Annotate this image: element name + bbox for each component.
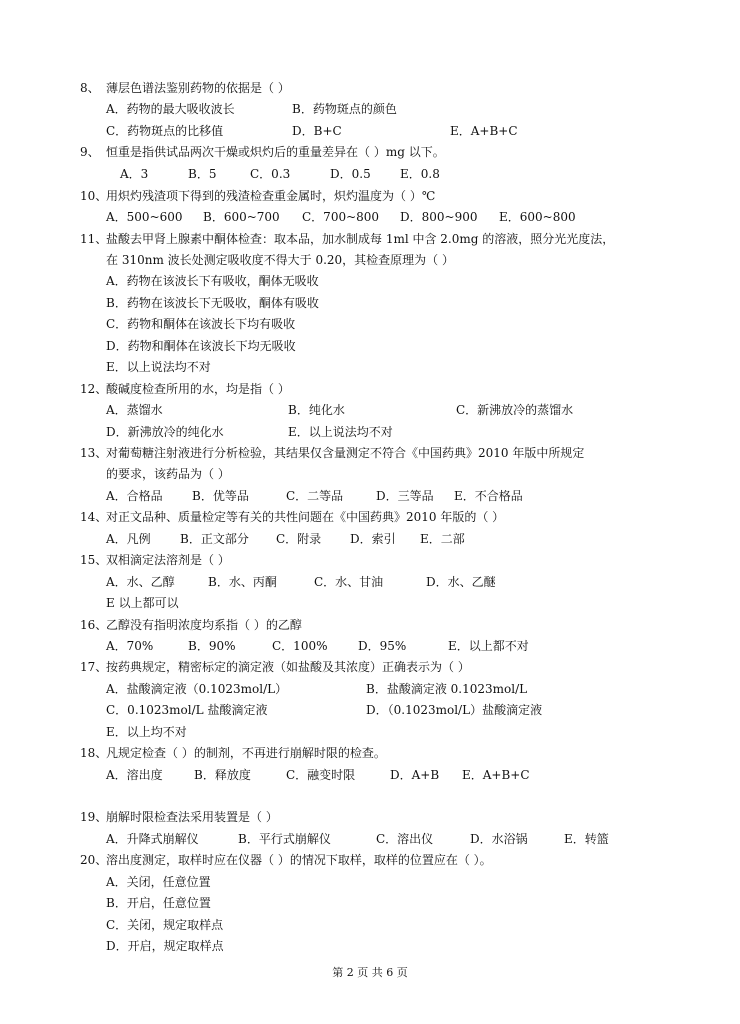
- option-c: C．药物和酮体在该波长下均有吸收: [106, 317, 296, 331]
- question-18: [80, 745, 386, 761]
- option-b: B．90%: [188, 639, 236, 653]
- question-stem: 乙醇没有指明浓度均系指（ ）的乙醇: [106, 618, 302, 632]
- option-b: B．平行式崩解仪: [238, 832, 331, 846]
- option-b: B．正文部分: [180, 532, 249, 546]
- question-12: [80, 381, 290, 397]
- option-b: B．盐酸滴定液 0.1023mol/L: [366, 682, 528, 696]
- option-d: D．A+B: [390, 768, 440, 782]
- question-17: [80, 659, 470, 675]
- question-8: [80, 80, 290, 96]
- option-e: E．A+B+C: [450, 124, 518, 138]
- option-b: B．5: [188, 167, 217, 181]
- option-c: C．100%: [272, 639, 328, 653]
- option-a: A．盐酸滴定液（0.1023mol/L）: [106, 682, 288, 696]
- option-a: A．70%: [106, 639, 154, 653]
- option-a: A．蒸馏水: [106, 403, 163, 417]
- page-footer: 第 2 页 共 6 页: [332, 966, 408, 979]
- option-d: D．800~900: [400, 210, 478, 224]
- option-a: A．水、乙醇: [106, 575, 175, 589]
- option-e: E．二部: [420, 532, 465, 546]
- option-a: A．溶出度: [106, 768, 163, 782]
- question-number: 8、: [80, 81, 100, 95]
- option-b: B．药物斑点的颜色: [292, 102, 397, 116]
- question-stem-continued: 的要求，该药品为（ ）: [106, 467, 230, 481]
- question-10: [80, 188, 435, 204]
- question-number: 10、: [80, 189, 108, 203]
- question-11: [80, 231, 614, 247]
- option-e: E．以上说法均不对: [288, 425, 393, 439]
- option-a: A．关闭，任意位置: [106, 875, 211, 889]
- question-13: [80, 445, 584, 461]
- question-stem: 对正文品种、质量检定等有关的共性问题在《中国药典》2010 年版的（ ）: [106, 510, 505, 524]
- option-e: E．600~800: [499, 210, 576, 224]
- question-stem: 恒重是指供试品两次干燥或炽灼后的重量差异在（ ）mg 以下。: [106, 145, 445, 159]
- question-9: [80, 144, 445, 160]
- option-b: B．600~700: [203, 210, 280, 224]
- option-a: A．药物在该波长下有吸收，酮体无吸收: [106, 274, 319, 288]
- option-c: C．新沸放冷的蒸馏水: [456, 403, 574, 417]
- question-stem-continued: 在 310nm 波长处测定吸收度不得大于 0.20，其检查原理为（ ）: [106, 253, 454, 267]
- option-c: C．水、甘油: [314, 575, 384, 589]
- option-a: A．合格品: [106, 489, 163, 503]
- option-b: B．水、丙酮: [208, 575, 277, 589]
- question-number: 12、: [80, 382, 108, 396]
- option-c: C．0.1023mol/L 盐酸滴定液: [106, 703, 268, 717]
- option-e: E．以上都不对: [448, 639, 529, 653]
- question-14: [80, 509, 504, 525]
- option-d: D．95%: [358, 639, 407, 653]
- question-stem: 薄层色谱法鉴别药物的依据是（ ）: [106, 81, 290, 95]
- option-c: C．融变时限: [286, 768, 356, 782]
- question-stem: 按药典规定，精密标定的滴定液（如盐酸及其浓度）正确表示为（ ）: [106, 660, 470, 674]
- question-16: [80, 617, 302, 633]
- option-d: D．三等品: [376, 489, 434, 503]
- question-stem: 凡规定检查（ ）的制剂，不再进行崩解时限的检查。: [106, 746, 386, 760]
- question-number: 15、: [80, 553, 108, 567]
- question-stem: 对葡萄糖注射液进行分析检验，其结果仅含量测定不符合《中国药典》2010 年版中所规定: [106, 446, 585, 460]
- question-number: 17、: [80, 660, 108, 674]
- option-a: A．3: [120, 167, 149, 181]
- question-15: [80, 552, 230, 568]
- question-number: 18、: [80, 746, 108, 760]
- option-d: D．药物和酮体在该波长下均无吸收: [106, 339, 296, 353]
- option-d: D．水、乙醚: [426, 575, 496, 589]
- option-b: B．优等品: [192, 489, 249, 503]
- option-c: C．关闭，规定取样点: [106, 918, 224, 932]
- question-number: 14、: [80, 510, 108, 524]
- question-number: 11、: [80, 232, 108, 246]
- question-19: [80, 809, 278, 825]
- question-stem: 用炽灼残渣项下得到的残渣检查重金属时，炽灼温度为（ ）℃: [106, 189, 436, 203]
- option-a: A．凡例: [106, 532, 151, 546]
- option-c: C．附录: [276, 532, 322, 546]
- option-a: A．升降式崩解仪: [106, 832, 199, 846]
- option-c: C．药物斑点的比移值: [106, 124, 224, 138]
- question-number: 20、: [80, 853, 108, 867]
- option-b: B．开启，任意位置: [106, 896, 211, 910]
- question-20: [80, 852, 492, 868]
- question-number: 9、: [80, 145, 100, 159]
- option-e: E．以上均不对: [106, 725, 187, 739]
- question-number: 19、: [80, 810, 108, 824]
- question-number: 16、: [80, 618, 108, 632]
- option-d: D．索引: [350, 532, 396, 546]
- question-number: 13、: [80, 446, 108, 460]
- option-e: E 以上都可以: [106, 596, 179, 610]
- option-d: D．0.5: [330, 167, 371, 181]
- option-c: C．0.3: [250, 167, 291, 181]
- option-a: A．药物的最大吸收波长: [106, 102, 235, 116]
- option-b: B．药物在该波长下无吸收，酮体有吸收: [106, 296, 319, 310]
- option-e: E．转篮: [564, 832, 609, 846]
- question-stem: 溶出度测定，取样时应在仪器（ ）的情况下取样，取样的位置应在（ ）。: [106, 853, 492, 867]
- question-stem: 盐酸去甲肾上腺素中酮体检查：取本品，加水制成每 1ml 中含 2.0mg 的溶液，照分光光度法，: [106, 232, 615, 246]
- option-c: C．二等品: [286, 489, 344, 503]
- option-e: E．不合格品: [454, 489, 523, 503]
- option-d: D．B+C: [292, 124, 342, 138]
- option-d: D．开启，规定取样点: [106, 939, 224, 953]
- option-e: E．0.8: [400, 167, 440, 181]
- option-b: B．释放度: [194, 768, 251, 782]
- option-b: B．纯化水: [288, 403, 345, 417]
- question-stem: 酸碱度检查所用的水，均是指（ ）: [106, 382, 290, 396]
- option-e: E．A+B+C: [462, 768, 530, 782]
- question-stem: 崩解时限检查法采用装置是（ ）: [106, 810, 278, 824]
- option-a: A．500~600: [106, 210, 183, 224]
- option-d: D．水浴锅: [470, 832, 528, 846]
- option-d: D．新沸放冷的纯化水: [106, 425, 224, 439]
- question-stem: 双相滴定法溶剂是（ ）: [106, 553, 230, 567]
- option-c: C．700~800: [302, 210, 380, 224]
- option-e: E．以上说法均不对: [106, 360, 211, 374]
- option-c: C．溶出仪: [376, 832, 434, 846]
- option-d: D．（0.1023mol/L）盐酸滴定液: [366, 703, 543, 717]
